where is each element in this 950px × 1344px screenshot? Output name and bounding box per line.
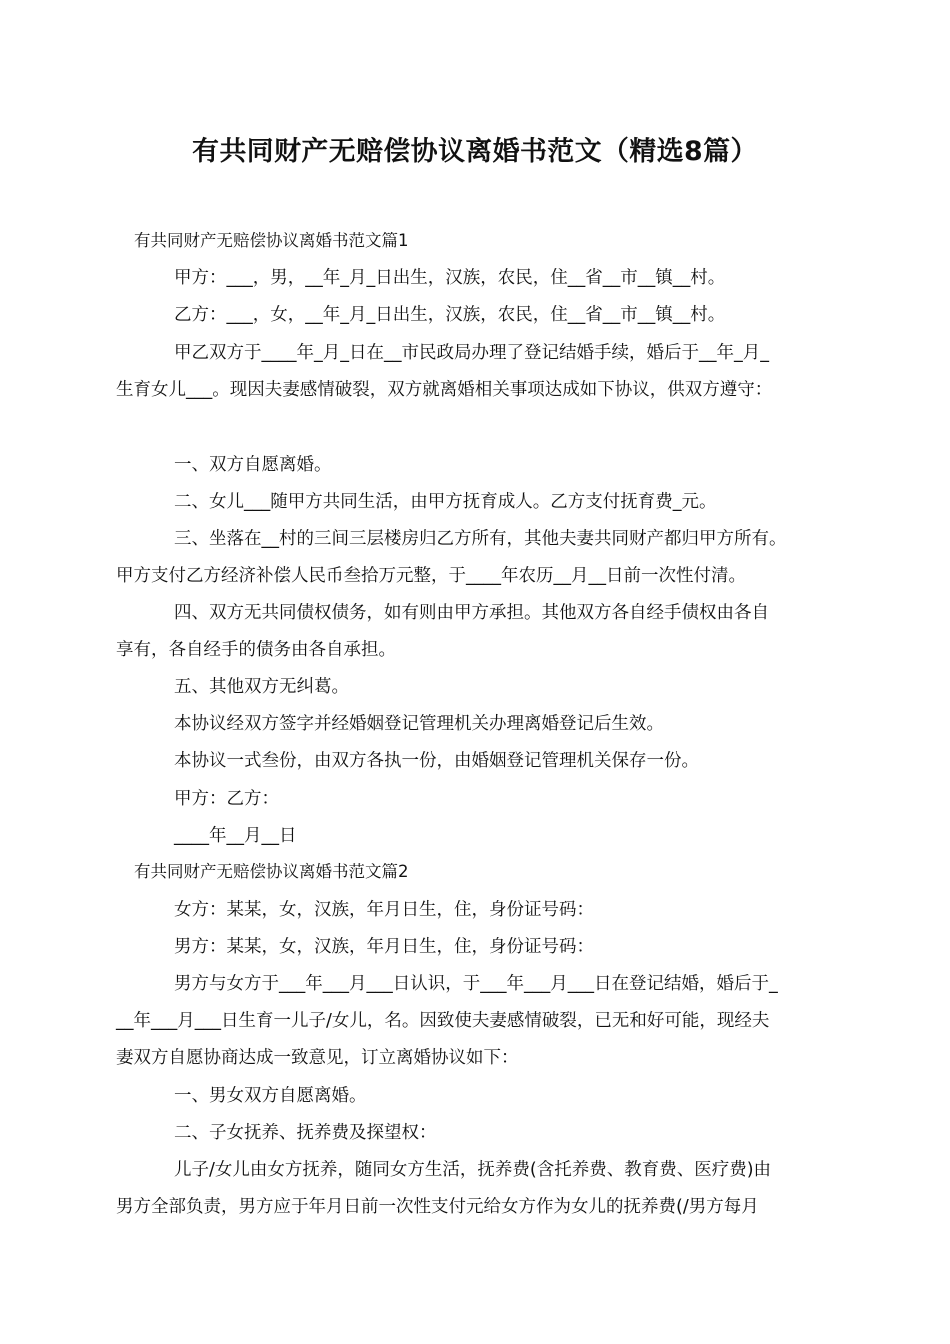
clause-line: 三、坐落在__村的三间三层楼房归乙方所有，其他夫妻共同财产都归甲方所有。	[174, 529, 787, 549]
paragraph-line: __年___月___日生育一儿子/女儿，名。因致使夫妻感情破裂，已无和好可能，现经夫	[116, 1011, 770, 1031]
party-b-line: 乙方：___，女，__年_月_日出生，汉族，农民，住__省__市__镇__村。	[174, 305, 726, 325]
clause-line: 一、男女双方自愿离婚。	[174, 1086, 367, 1106]
clause-line: 本协议经双方签字并经婚姻登记管理机关办理离婚登记后生效。	[174, 714, 664, 734]
clause-line: 四、双方无共同债权债务，如有则由甲方承担。其他双方各自经手债权由各自	[174, 603, 769, 623]
party-female-line: 女方：某某，女，汉族，年月日生，住，身份证号码：	[174, 900, 594, 920]
party-a-line: 甲方：___，男，__年_月_日出生，汉族，农民，住__省__市__镇__村。	[174, 268, 726, 288]
clause-line: 二、女儿___随甲方共同生活，由甲方抚育成人。乙方支付抚育费_元。	[174, 492, 717, 512]
clause-line: 甲方支付乙方经济补偿人民币叁拾万元整，于____年农历__月__日前一次性付清。	[116, 566, 746, 586]
paragraph-line: 男方全部负责，男方应于年月日前一次性支付元给女方作为女儿的抚养费(/男方每月	[116, 1197, 759, 1217]
paragraph-line: 儿子/女儿由女方抚养，随同女方生活，抚养费(含托养费、教育费、医疗费)由	[174, 1160, 772, 1180]
clause-line: 一、双方自愿离婚。	[174, 455, 332, 475]
section-heading-1: 有共同财产无赔偿协议离婚书范文篇1	[134, 231, 409, 250]
date-line: ____年__月__日	[174, 826, 297, 846]
clause-line: 享有，各自经手的债务由各自承担。	[116, 640, 396, 660]
clause-line: 二、子女抚养、抚养费及探望权：	[174, 1123, 437, 1143]
clause-line: 本协议一式叁份，由双方各执一份，由婚姻登记管理机关保存一份。	[174, 751, 699, 771]
section-heading-2: 有共同财产无赔偿协议离婚书范文篇2	[134, 862, 409, 881]
party-male-line: 男方：某某，女，汉族，年月日生，住，身份证号码：	[174, 937, 594, 957]
paragraph-line: 甲乙双方于____年_月_日在__市民政局办理了登记结婚手续，婚后于__年_月_	[174, 343, 769, 363]
signature-line: 甲方：乙方：	[174, 789, 279, 809]
paragraph-line: 妻双方自愿协商达成一致意见，订立离婚协议如下：	[116, 1048, 519, 1068]
paragraph-line: 生育女儿___。现因夫妻感情破裂，双方就离婚相关事项达成如下协议，供双方遵守：	[116, 380, 773, 400]
clause-line: 五、其他双方无纠葛。	[174, 677, 349, 697]
paragraph-line: 男方与女方于___年___月___日认识，于___年___月___日在登记结婚，婚后于_	[174, 974, 778, 994]
document-title: 有共同财产无赔偿协议离婚书范文（精选8篇）	[192, 136, 758, 167]
